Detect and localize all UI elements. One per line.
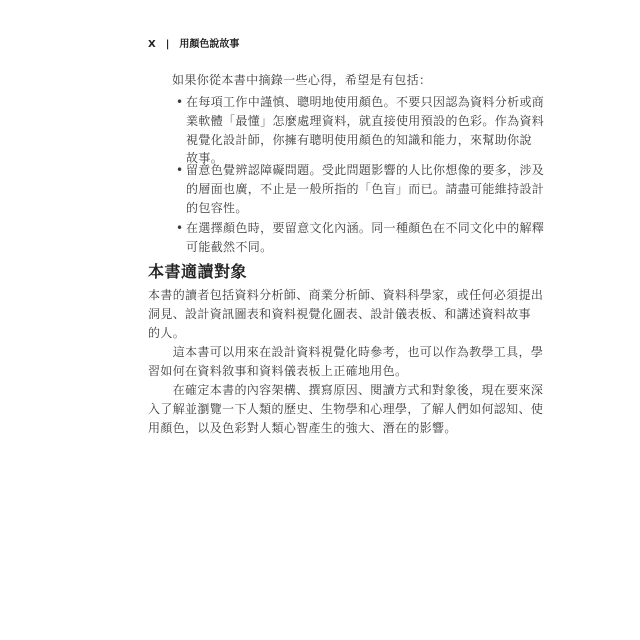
text-line: 這本書可以用來在設計資料視覺化時參考，也可以作為教學工具，學 <box>148 345 544 359</box>
text-line: 業軟體「最懂」怎麼處理資料，就直接使用預設的色彩。作為資料 <box>186 113 545 128</box>
intro-text: 如果你從本書中摘錄一些心得，希望是有包括： <box>172 73 432 87</box>
paragraph <box>148 381 543 437</box>
header-separator: | <box>165 39 170 50</box>
paragraph <box>148 343 543 381</box>
text-line: 在每項工作中謹慎、聰明地使用顏色。不要只因認為資料分析或商 <box>186 95 545 109</box>
text-line: 視覺化設計師，你擁有聰明使用顏色的知識和能力，來幫助你說 <box>186 132 532 147</box>
text-line: 留意色覺辨認障礙問題。受此問題影響的人比你想像的要多，涉及 <box>186 163 545 177</box>
text-line: 習如何在資料敘事和資料儀表板上正確地用色。 <box>148 363 408 378</box>
text-line: 本書的讀者包括資料分析師、商業分析師、資料科學家，或任何必須提出 <box>148 288 544 302</box>
text-line: 的人。 <box>148 325 186 340</box>
text-line: 洞見、設計資訊圖表和資料視覺化圖表、設計儀表板、和講述資料故事 <box>148 306 531 321</box>
text-line: 的包容性。 <box>186 200 248 215</box>
book-title: 用顏色說故事 <box>179 39 240 50</box>
text-line: 在選擇顏色時，要留意文化內涵。同一種顏色在不同文化中的解釋 <box>186 221 545 235</box>
text-line: 入了解並瀏覽一下人類的歷史、生物學和心理學，了解人們如何認知、使 <box>148 401 544 416</box>
bullet-icon: • <box>176 163 184 177</box>
text-line: 可能截然不同。 <box>186 239 273 254</box>
running-header <box>148 35 239 50</box>
text-line: 的層面也廣，不止是一般所指的「色盲」而已。請盡可能維持設計 <box>186 181 545 196</box>
page-number: X <box>148 39 156 50</box>
bullet-icon: • <box>176 95 184 109</box>
bullet-icon: • <box>176 221 184 235</box>
text-line: 在確定本書的內容架構、撰寫原因、閱讀方式和對象後，現在要來深 <box>148 383 544 397</box>
paragraph <box>148 286 543 342</box>
text-line: 用顏色，以及色彩對人類心智產生的強大、潛在的影響。 <box>148 420 457 435</box>
text-line: 故事。 <box>186 151 224 166</box>
section-heading: 本書適讀對象 <box>148 262 248 281</box>
